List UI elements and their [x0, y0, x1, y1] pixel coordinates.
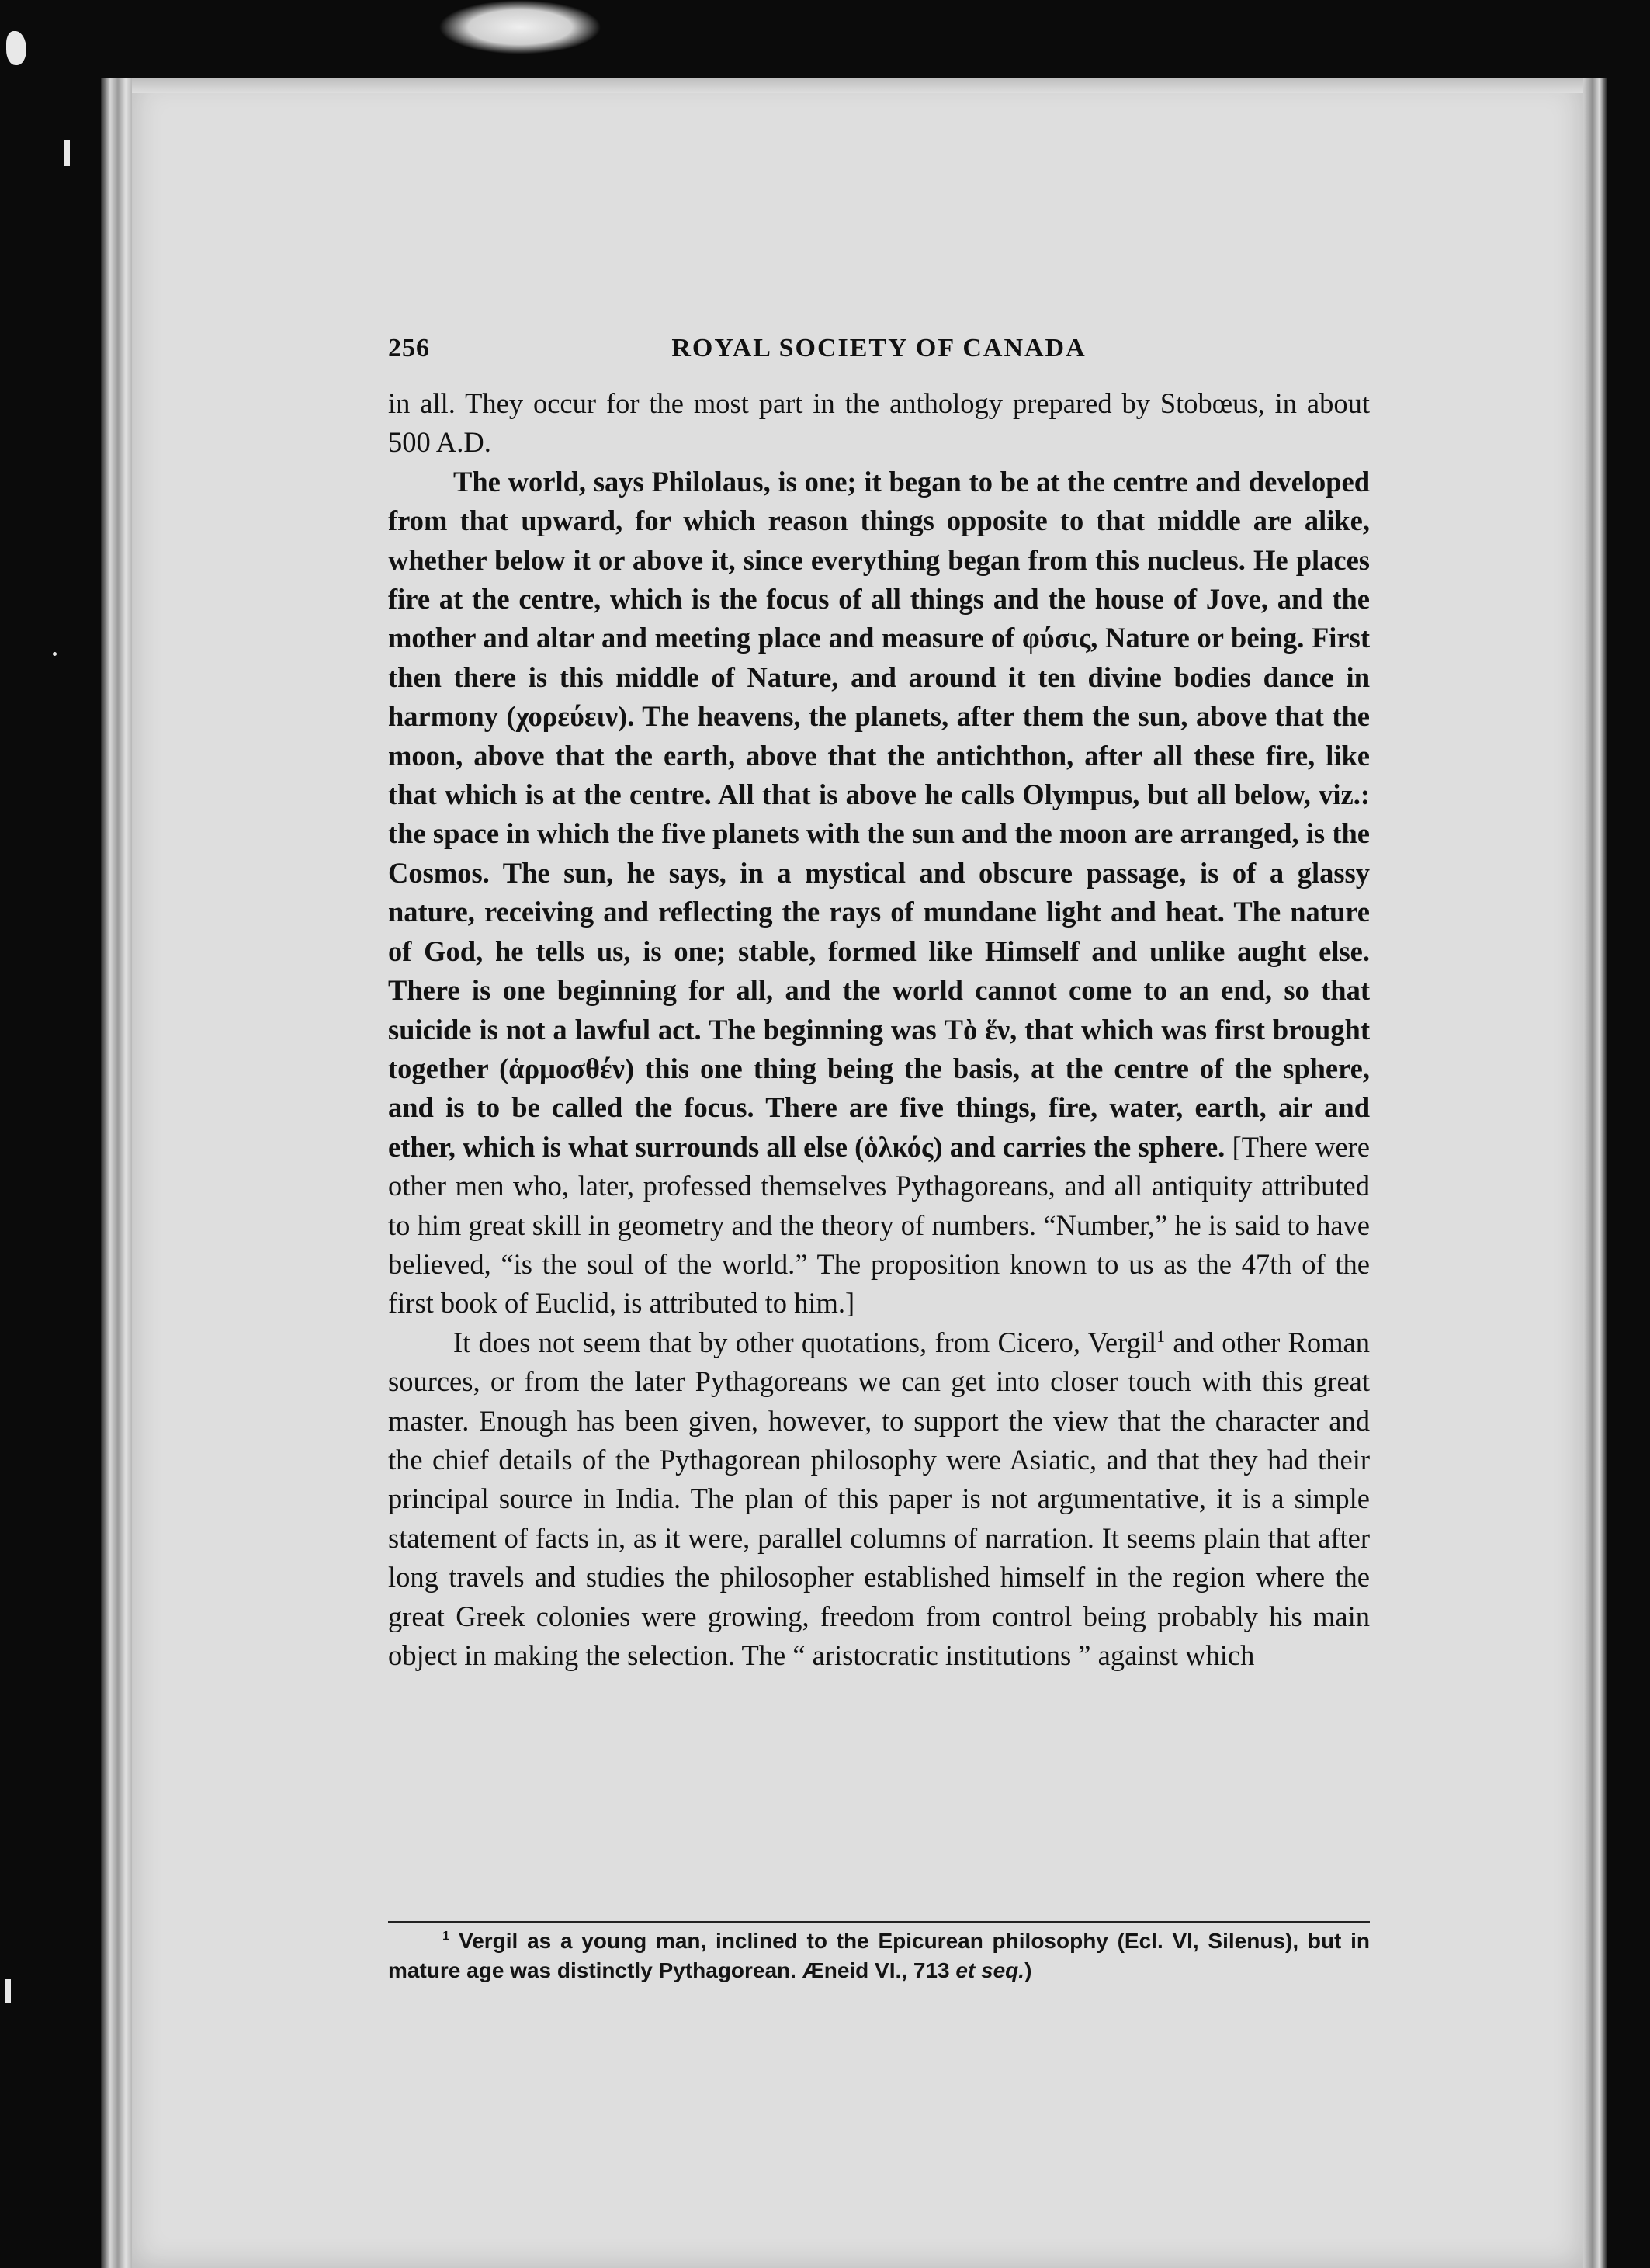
scan-artifact	[5, 1979, 11, 2003]
page-header	[388, 334, 1370, 373]
scan-artifact	[6, 31, 26, 65]
paragraph-text: It does not seem that by other quotations, from Cicero, Vergil	[453, 1326, 1157, 1358]
body-text	[388, 384, 1370, 1675]
paragraph-text: and other Roman sources, or from the later Pythagoreans we can get into closer touch with this great master. Enough has been given, however, to support the view that the character and the chief details of the Pythagorean philosophy were Asiatic, and that they had their principal source in India. The plan of this paper is not argumentative, it is a simple statement of facts in, as it were, parallel columns of narration. It seems plain that after long travels and studies the philosopher established himself in the region where the great Greek colonies were growing, freedom from control being probably his main object in making the selection. The “ aristocratic institutions ” against which	[388, 1326, 1370, 1671]
torn-edge	[438, 0, 601, 54]
scan-artifact	[53, 652, 57, 656]
paragraph-continuation: in all. They occur for the most part in the anthology prepared by Stobœus, in about 500 A.D.	[388, 387, 1370, 459]
page-edge-left	[101, 78, 132, 2268]
footnote-marker: 1	[442, 1928, 450, 1944]
page-number: 256	[388, 334, 430, 362]
running-head: ROYAL SOCIETY OF CANADA	[671, 334, 1087, 362]
footnote	[388, 1926, 1370, 1985]
page-top-shadow	[132, 78, 1583, 93]
paragraph-bold-text: The world, says Philolaus, is one; it began to be at the centre and developed from that upward, for which reason things opposite to that middle are alike, whether below it or above it, since everything began from this nucleus. He places fire at the centre, which is the focus of all things and the house of Jove, and the mother and altar and meeting place and measure of φύσις, Nature or being. First then there is this middle of Nature, and around it ten divine bodies dance in harmony (χορεύειν). The heavens, the planets, after them the sun, above that the moon, above that the earth, above that the antichthon, after all these fire, like that which is at the centre. All that is above he calls Olympus, but all below, viz.: the space in which the five planets with the sun and the moon are arranged, is the Cosmos. The sun, he says, in a mystical and obscure passage, is of a glassy nature, receiving and reflecting the rays of mundane light and heat. The nature of God, he tells us, is one; stable, formed like Himself and unlike aught else. There is one beginning for all, and the world cannot come to an end, so that suicide is not a lawful act. The beginning was Τὸ ἕν, that which was first brought together (ἁρμοσθέν) this one thing being the basis, at the centre of the sphere, and is to be called the focus. There are five things, fire, water, earth, air and ether, which is what surrounds all else (ὁλκός) and carries the sphere.	[388, 465, 1370, 1163]
paragraph-plain-text: [There were other men who, later, professed themselves Pythagoreans, and all antiquity attributed to him great skill in geometry and the theory of numbers. “Number,” he is said to have believed, “is the soul of the world.” The proposition known to us as the 47th of the first book of Euclid, is attributed to him.]	[388, 1130, 1370, 1320]
footnote-italic: et seq.	[955, 1958, 1025, 1982]
paragraph-philolaus	[388, 463, 1370, 1323]
paragraph-conclusion	[388, 1323, 1370, 1676]
footnote-reference: 1	[1156, 1326, 1166, 1346]
footnote-rule	[388, 1921, 1370, 1923]
page-edge-right	[1583, 78, 1607, 2268]
footnote-text: Vergil as a young man, inclined to the Epicurean philosophy (Ecl. VI, Silenus), but in mature age was distinctly Pythagorean. Æneid VI., 713	[388, 1929, 1370, 1982]
footnote-close: )	[1024, 1958, 1032, 1982]
scan-artifact	[64, 140, 70, 166]
